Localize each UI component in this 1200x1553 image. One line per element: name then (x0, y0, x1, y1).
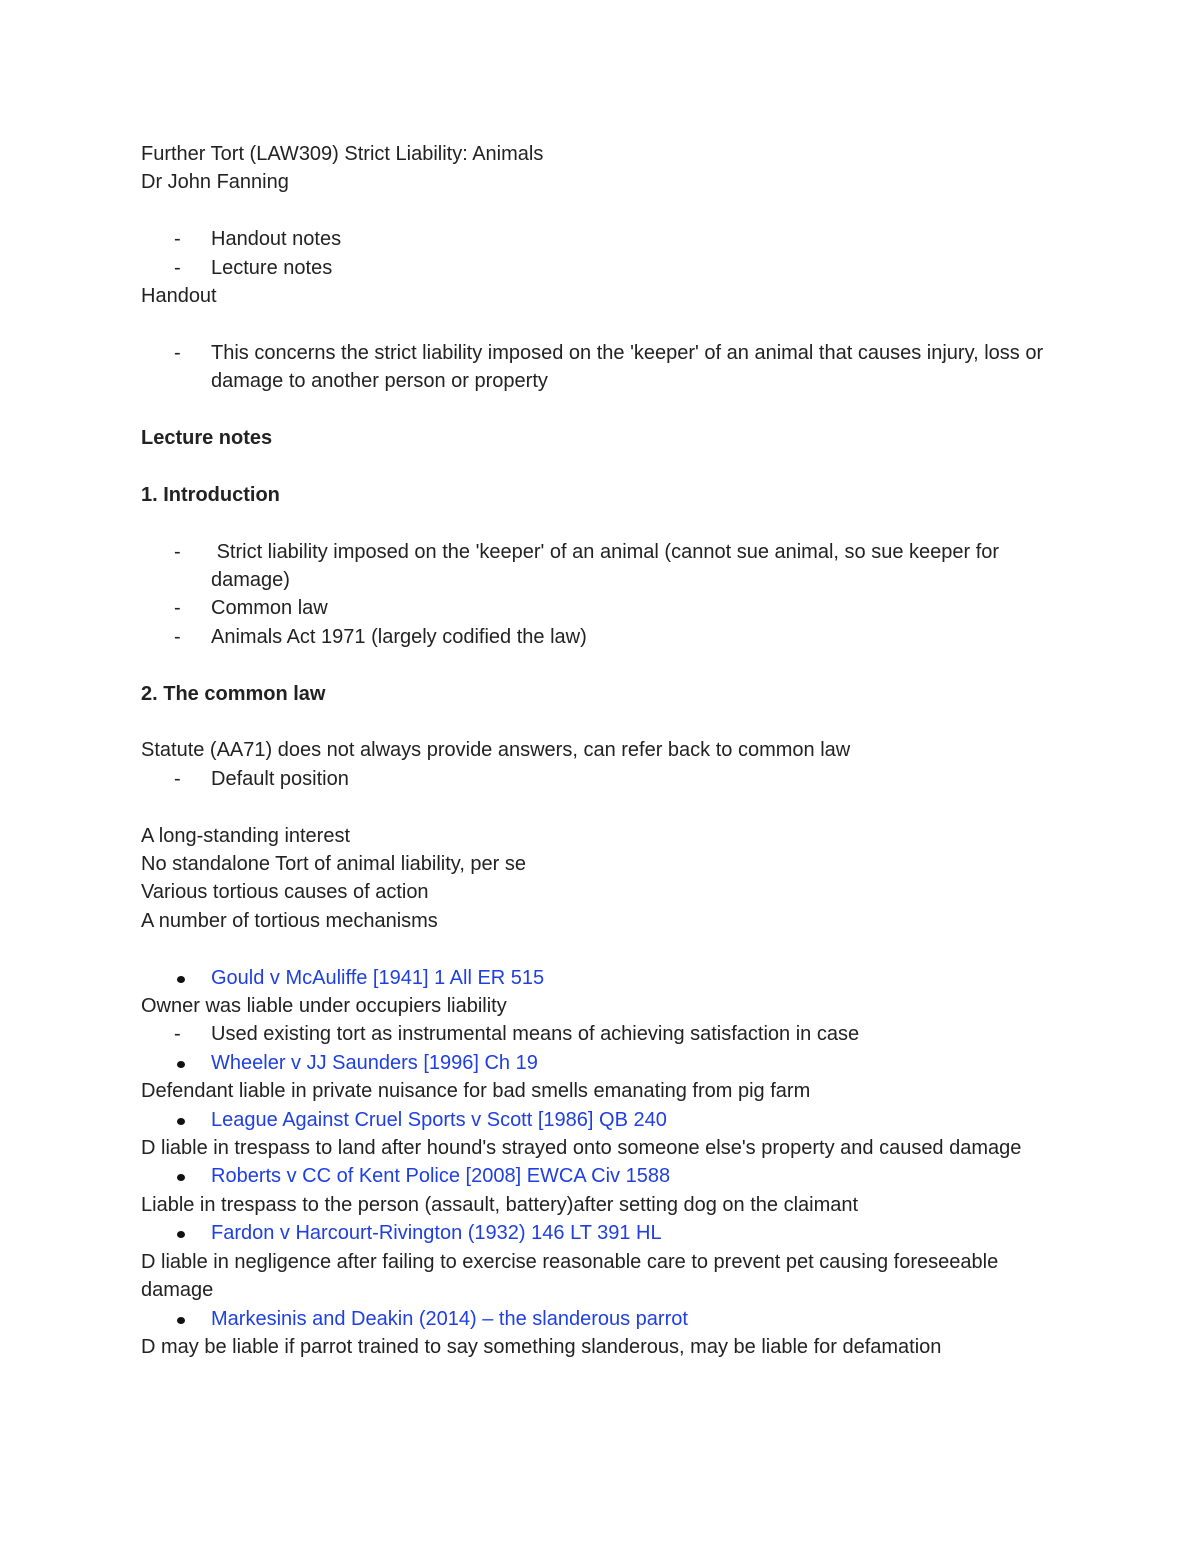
list-item-text: Default position (211, 767, 349, 790)
bullet-icon (177, 1061, 185, 1068)
spacer (141, 708, 1061, 736)
dash-marker: - (174, 625, 181, 648)
lecture-notes-heading: Lecture notes (141, 427, 273, 450)
dash-marker: - (174, 341, 181, 364)
document-title: Further Tort (LAW309) Strict Liability: Animals (141, 143, 544, 165)
case-link[interactable]: Markesinis and Deakin (2014) – the slanderous parrot (211, 1307, 688, 1330)
dash-marker: - (174, 228, 181, 251)
bullet-icon (177, 1231, 185, 1238)
introduction-heading: 1. Introduction (141, 483, 280, 506)
spacer (141, 310, 1061, 338)
list-item-text: Strict liability imposed on the 'keeper' of an animal (cannot sue animal, so sue keeper for damage) (211, 540, 1005, 592)
paragraph: A long-standing interest (141, 824, 351, 847)
common-law-heading: 2. The common law (141, 682, 326, 705)
case-link[interactable]: Roberts v CC of Kent Police [2008] EWCA Civ 1588 (211, 1165, 671, 1188)
case-note: D may be liable if parrot trained to say something slanderous, may be liable for defamation (141, 1335, 942, 1358)
case-item (141, 1305, 1061, 1333)
spacer (141, 452, 1061, 480)
case-item (141, 1162, 1061, 1190)
dash-marker: - (174, 1023, 181, 1046)
case-item (141, 964, 1061, 992)
case-note: Liable in trespass to the person (assault, battery)after setting dog on the claimant (141, 1193, 859, 1216)
dash-marker: - (174, 540, 181, 563)
case-link[interactable]: Gould v McAuliffe [1941] 1 All ER 515 (211, 966, 545, 989)
spacer (141, 197, 1061, 225)
spacer (141, 935, 1061, 963)
case-link[interactable]: League Against Cruel Sports v Scott [1986] QB 240 (211, 1108, 667, 1131)
list-item (141, 254, 1061, 282)
list-item-text: Used existing tort as instrumental means of achieving satisfaction in case (211, 1023, 860, 1046)
case-note: D liable in trespass to land after hound's strayed onto someone else's property and caused damage (141, 1137, 1022, 1160)
bullet-icon (177, 1118, 185, 1125)
case-note: Owner was liable under occupiers liability (141, 995, 507, 1018)
paragraph: Various tortious causes of action (141, 881, 429, 904)
list-item (141, 339, 1061, 396)
dash-marker: - (174, 597, 181, 620)
case-note: D liable in negligence after failing to exercise reasonable care to prevent pet causing foreseeable damage (141, 1250, 999, 1302)
statute-paragraph: Statute (AA71) does not always provide answers, can refer back to common law (141, 739, 851, 762)
dash-marker: - (174, 256, 181, 279)
spacer (141, 651, 1061, 679)
list-item-text: Animals Act 1971 (largely codified the law) (211, 625, 587, 648)
case-item (141, 1219, 1061, 1247)
spacer (141, 396, 1061, 424)
dash-marker: - (174, 767, 181, 790)
list-item (141, 538, 1061, 595)
case-item (141, 1049, 1061, 1077)
list-item-text: Lecture notes (211, 256, 333, 279)
spacer (141, 509, 1061, 537)
paragraph: A number of tortious mechanisms (141, 909, 438, 932)
case-item (141, 1106, 1061, 1134)
bullet-icon (177, 1174, 185, 1181)
list-item-text: This concerns the strict liability imposed on the 'keeper' of an animal that causes injury, loss or damage to another person or property (211, 341, 1044, 393)
document-page (141, 140, 1061, 1361)
bullet-icon (177, 976, 185, 983)
list-item (141, 594, 1061, 622)
bullet-icon (177, 1317, 185, 1324)
case-link[interactable]: Fardon v Harcourt-Rivington (1932) 146 LT 391 HL (211, 1222, 662, 1245)
list-item (141, 765, 1061, 793)
paragraph: No standalone Tort of animal liability, per se (141, 853, 527, 876)
spacer (141, 793, 1061, 821)
list-item (141, 225, 1061, 253)
list-item-text: Handout notes (211, 228, 342, 251)
list-item (141, 623, 1061, 651)
case-link[interactable]: Wheeler v JJ Saunders [1996] Ch 19 (211, 1051, 538, 1074)
case-note: Defendant liable in private nuisance for bad smells emanating from pig farm (141, 1080, 811, 1103)
list-item-text: Common law (211, 597, 328, 620)
document-author: Dr John Fanning (141, 171, 289, 194)
list-item (141, 1020, 1061, 1048)
handout-heading: Handout (141, 285, 217, 308)
